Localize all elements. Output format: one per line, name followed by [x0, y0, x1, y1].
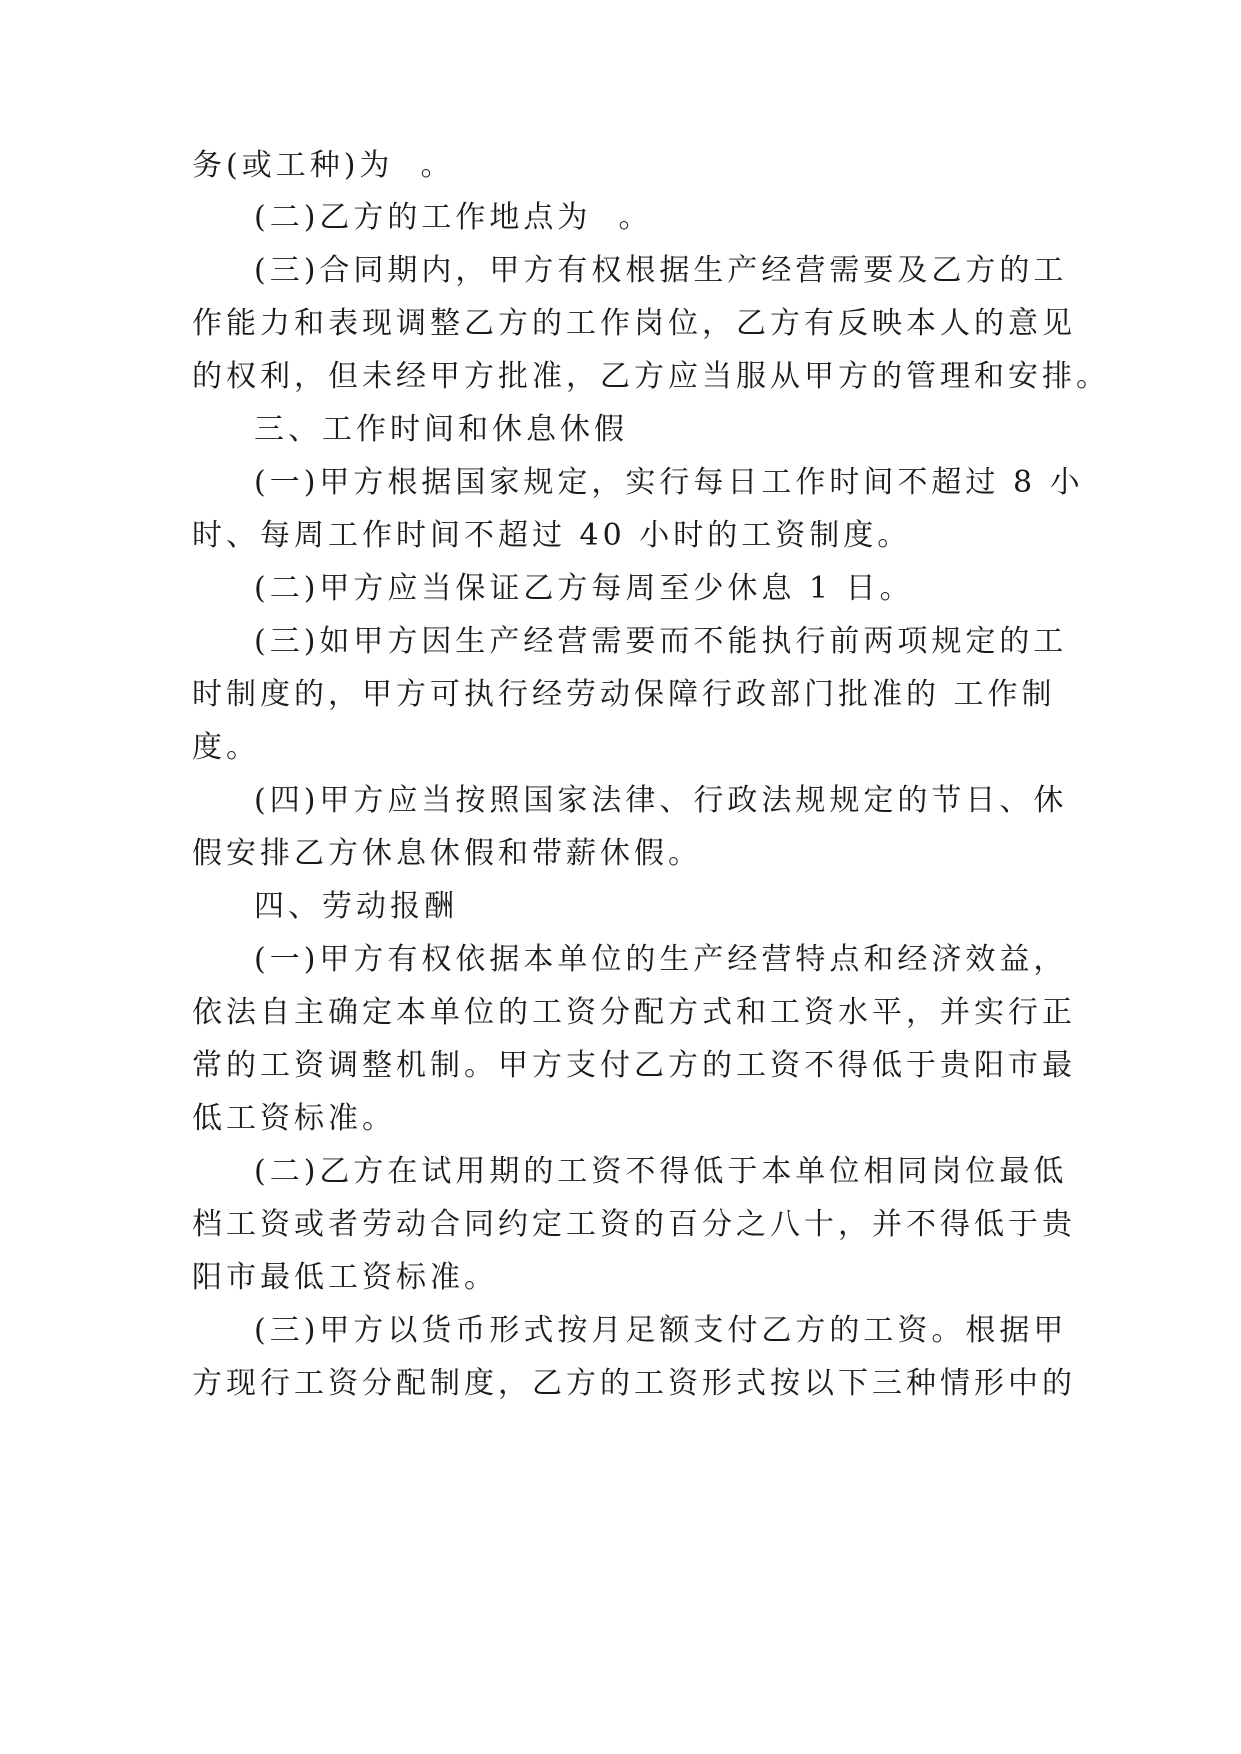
text-line: 时、每周工作时间不超过 40 小时的工资制度。 — [192, 518, 912, 553]
text-line: (三)甲方以货币形式按月足额支付乙方的工资。根据甲 — [254, 1313, 1068, 1348]
text-line: 依法自主确定本单位的工资分配方式和工资水平，并实行正 — [192, 995, 1076, 1030]
text-line: (二)乙方在试用期的工资不得低于本单位相同岗位最低 — [254, 1154, 1068, 1189]
text-line: 档工资或者劳动合同约定工资的百分之八十，并不得低于贵 — [192, 1207, 1076, 1242]
text-line: (三)如甲方因生产经营需要而不能执行前两项规定的工 — [254, 624, 1068, 659]
text-line: 低工资标准。 — [192, 1101, 396, 1136]
text-line: 常的工资调整机制。甲方支付乙方的工资不得低于贵阳市最 — [192, 1048, 1076, 1083]
text-line: (一)甲方有权依据本单位的生产经营特点和经济效益， — [254, 942, 1068, 977]
text-line: 阳市最低工资标准。 — [192, 1260, 498, 1295]
section-heading: 三、工作时间和休息休假 — [254, 412, 628, 447]
text-line: (二)甲方应当保证乙方每周至少休息 1 日。 — [254, 571, 914, 606]
text-line: 的权利，但未经甲方批准，乙方应当服从甲方的管理和安排。 — [192, 359, 1110, 394]
text-line: 方现行工资分配制度，乙方的工资形式按以下三种情形中的 — [192, 1366, 1076, 1401]
text-line: 作能力和表现调整乙方的工作岗位，乙方有反映本人的意见 — [192, 306, 1076, 341]
text-line: (二)乙方的工作地点为 。 — [254, 200, 653, 235]
text-line: 度。 — [192, 730, 260, 765]
text-line: (三)合同期内，甲方有权根据生产经营需要及乙方的工 — [254, 253, 1068, 288]
text-line: 时制度的，甲方可执行经劳动保障行政部门批准的 工作制 — [192, 677, 1056, 712]
text-line: (四)甲方应当按照国家法律、行政法规规定的节日、休 — [254, 783, 1068, 818]
section-heading: 四、劳动报酬 — [254, 889, 458, 924]
text-line: (一)甲方根据国家规定，实行每日工作时间不超过 8 小 — [254, 465, 1084, 500]
text-line: 务(或工种)为 。 — [192, 148, 455, 183]
text-line: 假安排乙方休息休假和带薪休假。 — [192, 836, 702, 871]
